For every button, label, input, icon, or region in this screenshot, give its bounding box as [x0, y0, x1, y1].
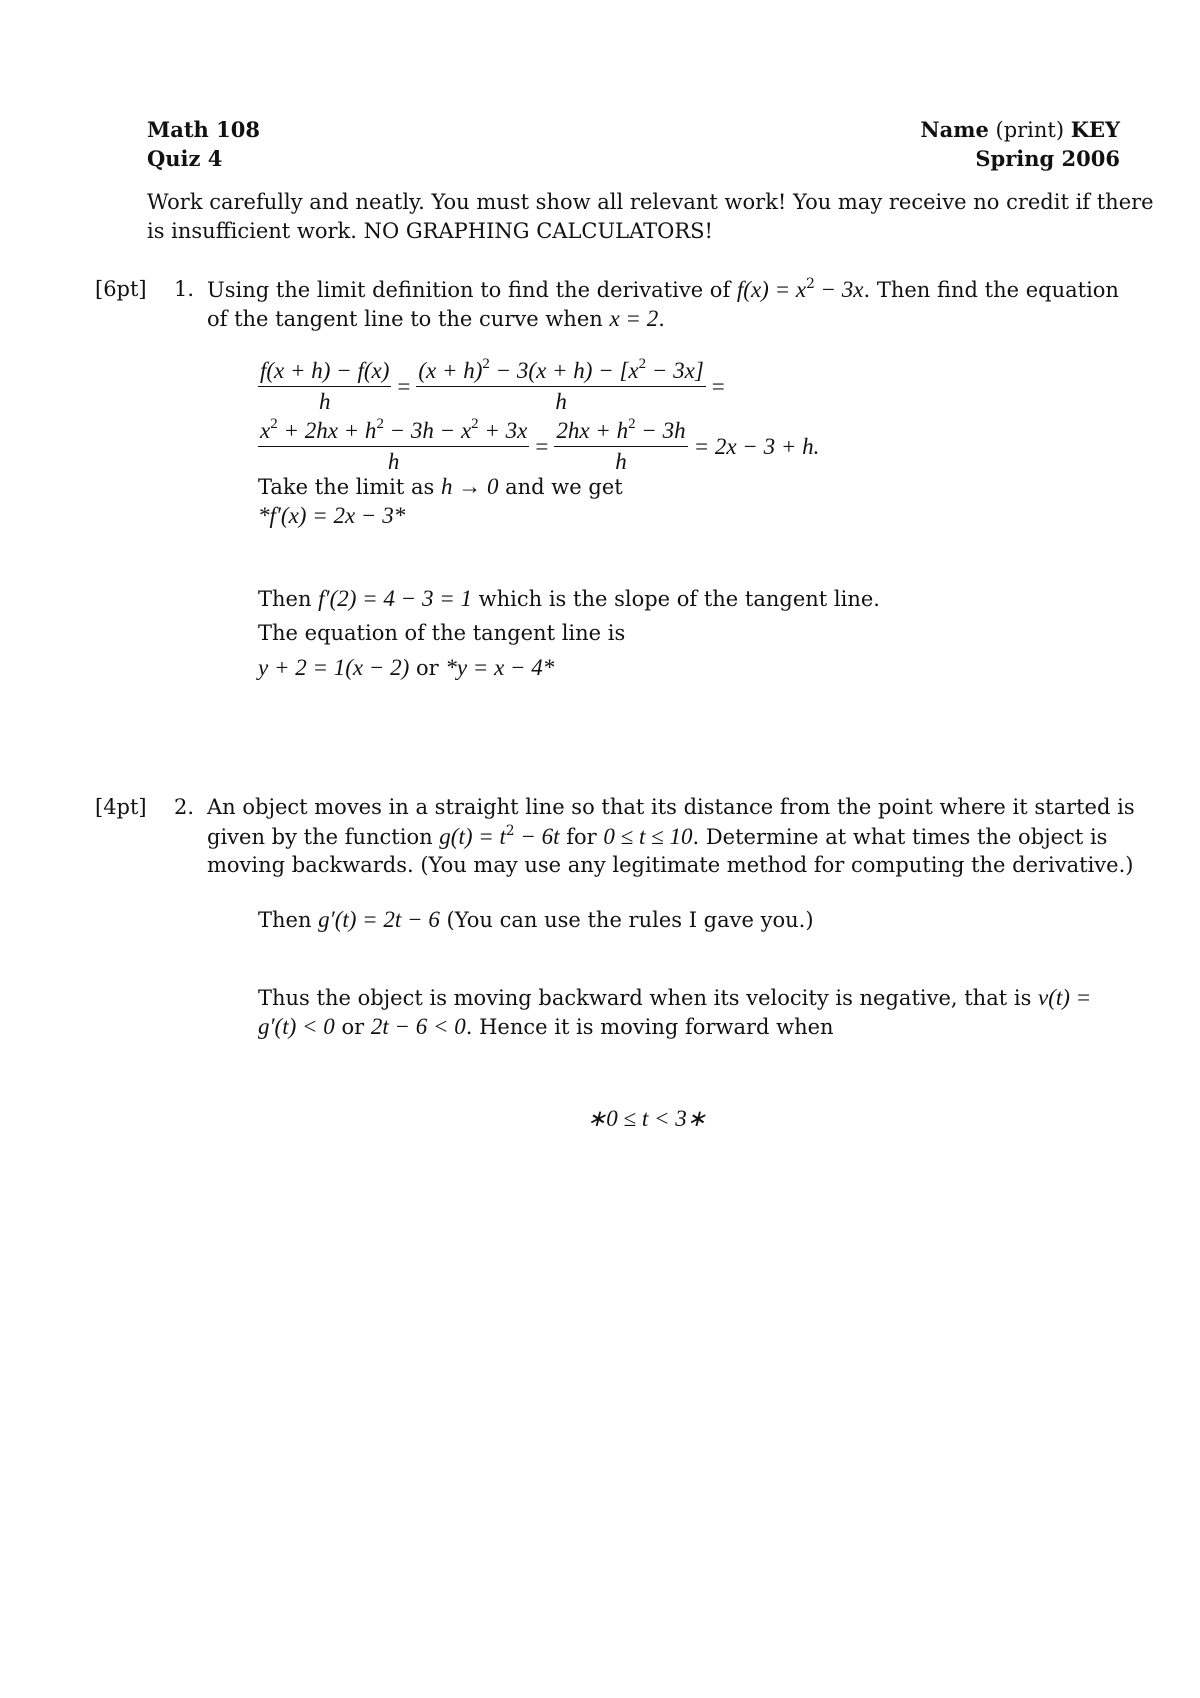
- instructions-line-2: is insufficient work. NO GRAPHING CALCULATORS!: [147, 219, 713, 243]
- course-title: Math 108: [147, 117, 260, 142]
- q1-number: 1.: [174, 277, 195, 301]
- tangent-line-text: The equation of the tangent line is: [258, 621, 626, 645]
- q2-points: [4pt]: [95, 795, 147, 819]
- fraction: $\frac{2hx + h^2 - 3h}{h}$: [556, 415, 686, 474]
- name-print: (print): [995, 118, 1065, 142]
- fraction: $\frac{f(x + h) - f(x)}{h}$: [260, 358, 390, 414]
- q1-prompt-line-2: of the tangent line to the curve when x = 2.: [207, 306, 665, 331]
- q1-answer-tangent: y + 2 = 1(x − 2) or *y = x − 4*: [258, 655, 555, 680]
- limit-text: Take the limit as h → 0 and we get: [258, 474, 623, 499]
- q2-prompt-line-2: given by the function $g(t) = t^2 - 6t$ for 0 ≤ t ≤ 10. Determine at what times the object is: [207, 822, 1108, 849]
- fraction: $\frac{x^2 + 2hx + h^2 - 3h - x^2 + 3x}{h}$: [260, 415, 528, 474]
- q2-answer: ∗0 ≤ t < 3∗: [587, 1106, 707, 1131]
- q2-prompt-line-3: moving backwards. (You may use any legitimate method for computing the derivative.): [207, 853, 1134, 877]
- q2-prompt-line-1: An object moves in a straight line so that its distance from the point where it started is: [207, 795, 1135, 819]
- quotient-result: = 2x − 3 + h.: [693, 433, 820, 459]
- q2-number: 2.: [174, 795, 195, 819]
- name-field: [920, 117, 1120, 142]
- term: Spring 2006: [975, 146, 1120, 171]
- q1-prompt-line-1: Using the limit definition to find the derivative of $f(x) = x^2 - 3x$. Then find the equation: [207, 275, 1119, 302]
- q1-points: [6pt]: [95, 277, 147, 301]
- q1-answer-derivative: *f′(x) = 2x − 3*: [258, 503, 406, 528]
- instructions-line-1: Work carefully and neatly. You must show all relevant work! You may receive no credit if there: [147, 190, 1154, 214]
- name-value: KEY: [1070, 117, 1120, 142]
- fraction: $\frac{(x + h)^2 - 3(x + h) - [x^2 - 3x]}{h}$: [418, 355, 704, 414]
- difference-quotient-line-2: $\frac{x^2 + 2hx + h^2 - 3h - x^2 + 3x}{h}$ = $\frac{2hx + h^2 - 3h}{h}$ = 2x − 3 + h.: [258, 416, 819, 477]
- q2-velocity-line-2: g′(t) < 0 or 2t − 6 < 0. Hence it is moving forward when: [258, 1014, 834, 1039]
- name-label: Name: [920, 117, 989, 142]
- slope-text: Then f′(2) = 4 − 3 = 1 which is the slope of the tangent line.: [258, 586, 880, 611]
- q2-derivative-text: Then g′(t) = 2t − 6 (You can use the rules I gave you.): [258, 907, 814, 932]
- difference-quotient-line-1: $\frac{f(x + h) - f(x)}{h}$ = $\frac{(x + h)^2 - 3(x + h) - [x^2 - 3x]}{h}$ =: [258, 356, 731, 417]
- q2-velocity-line-1: Thus the object is moving backward when its velocity is negative, that is v(t) =: [258, 985, 1092, 1010]
- quiz-number: Quiz 4: [147, 146, 223, 171]
